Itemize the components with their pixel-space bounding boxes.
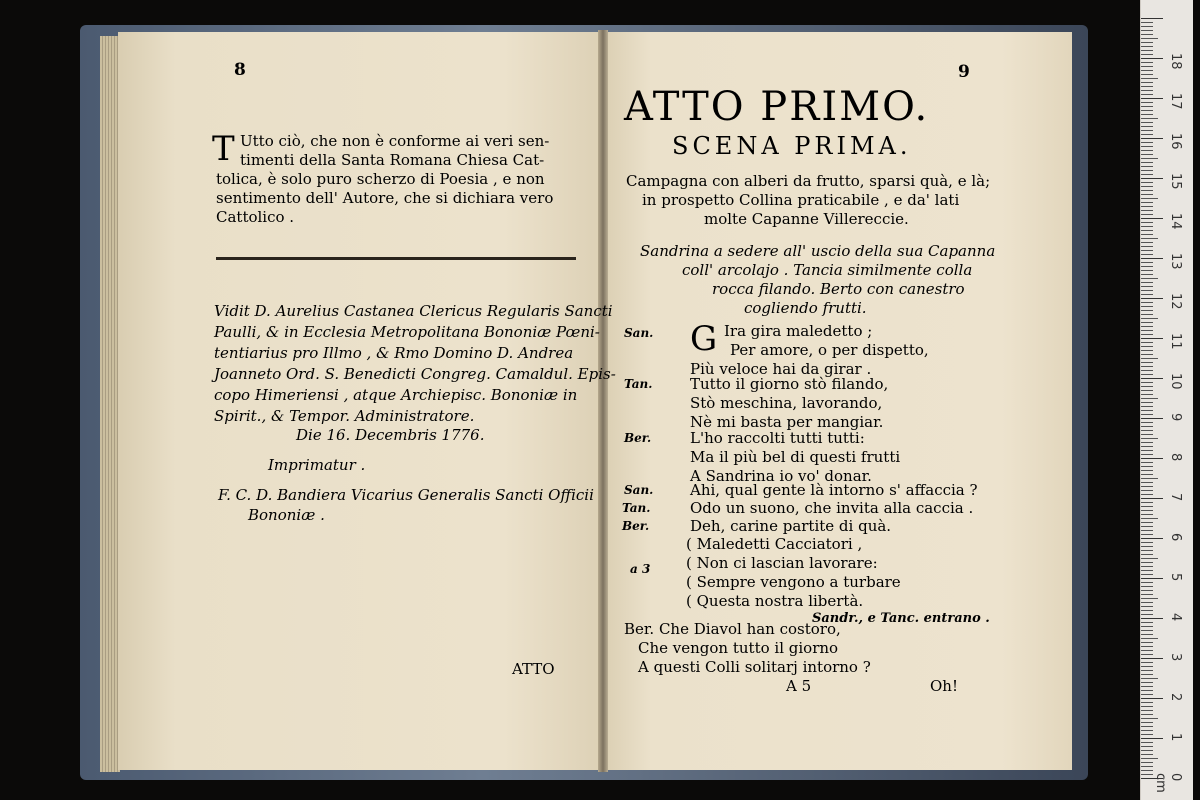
ruler-tick bbox=[1141, 474, 1153, 475]
ruler-tick bbox=[1141, 266, 1153, 267]
approval-line: Paulli, & in Ecclesia Metropolitana Bononiæ Pœni- bbox=[214, 323, 600, 341]
approval-line: Vidit D. Aurelius Castanea Clericus Regularis Sancti bbox=[214, 302, 613, 320]
ruler-tick bbox=[1141, 458, 1163, 459]
ruler-tick bbox=[1141, 606, 1153, 607]
ruler-tick bbox=[1141, 166, 1153, 167]
ruler-tick bbox=[1141, 418, 1163, 419]
verse-line: Tutto il giorno stò filando, bbox=[690, 375, 889, 393]
ruler-tick bbox=[1141, 714, 1153, 715]
ruler-tick bbox=[1141, 622, 1153, 623]
ruler-tick bbox=[1141, 218, 1163, 219]
page-number-right: 9 bbox=[958, 62, 970, 82]
ruler-tick bbox=[1141, 754, 1153, 755]
ruler-tick bbox=[1141, 486, 1153, 487]
ruler-tick bbox=[1141, 690, 1153, 691]
ruler-tick bbox=[1141, 214, 1153, 215]
berto-speech-line: Che vengon tutto il giorno bbox=[638, 639, 839, 657]
measuring-ruler bbox=[1140, 0, 1193, 800]
ruler-tick bbox=[1141, 94, 1153, 95]
ruler-tick bbox=[1141, 650, 1153, 651]
ruler-tick bbox=[1141, 138, 1163, 139]
ruler-tick bbox=[1141, 562, 1153, 563]
ruler-label: 1 bbox=[1168, 733, 1183, 742]
ruler-tick bbox=[1141, 102, 1153, 103]
chorus-line: ( Maledetti Cacciatori , bbox=[686, 535, 863, 553]
ruler-label: 13 bbox=[1168, 253, 1183, 270]
ruler-label: 4 bbox=[1168, 613, 1183, 622]
berto-speech-line: Ber. Che Diavol han costoro, bbox=[624, 620, 841, 638]
imprimatur-line: Imprimatur . bbox=[268, 456, 366, 474]
ruler-tick bbox=[1141, 490, 1153, 491]
ruler-tick bbox=[1141, 158, 1158, 159]
ruler-tick bbox=[1141, 626, 1153, 627]
ruler-tick bbox=[1141, 290, 1153, 291]
ruler-tick bbox=[1141, 506, 1153, 507]
ruler-tick bbox=[1141, 586, 1153, 587]
ruler-tick bbox=[1141, 610, 1153, 611]
ruler-tick bbox=[1141, 630, 1153, 631]
ruler-tick bbox=[1141, 58, 1163, 59]
ruler-tick bbox=[1141, 702, 1153, 703]
ruler-tick bbox=[1141, 70, 1153, 71]
verse-dropcap: G bbox=[690, 319, 718, 359]
ruler-tick bbox=[1141, 182, 1153, 183]
speaker-label: Tan. bbox=[624, 377, 653, 391]
ruler-tick bbox=[1141, 222, 1153, 223]
ruler-tick bbox=[1141, 758, 1158, 759]
ruler-tick bbox=[1141, 146, 1153, 147]
ruler-tick bbox=[1141, 286, 1153, 287]
ruler-tick bbox=[1141, 126, 1153, 127]
ruler-tick bbox=[1141, 434, 1153, 435]
ruler-tick bbox=[1141, 534, 1153, 535]
ruler-tick bbox=[1141, 678, 1158, 679]
ruler-label: 16 bbox=[1168, 133, 1183, 150]
ruler-tick bbox=[1141, 522, 1153, 523]
ruler-tick bbox=[1141, 106, 1153, 107]
ruler-tick bbox=[1141, 118, 1158, 119]
ruler-tick bbox=[1141, 322, 1153, 323]
speaker-label: Ber. bbox=[624, 431, 652, 445]
catchword-left: ATTO bbox=[512, 660, 555, 678]
ruler-tick bbox=[1141, 234, 1153, 235]
ruler-tick bbox=[1141, 698, 1163, 699]
ruler-tick bbox=[1141, 26, 1153, 27]
ruler-tick bbox=[1141, 378, 1163, 379]
stage-direction-line: cogliendo frutti. bbox=[744, 299, 867, 317]
ruler-label: 18 bbox=[1168, 53, 1183, 70]
ruler-tick bbox=[1141, 602, 1153, 603]
ruler-tick bbox=[1141, 162, 1153, 163]
ruler-tick bbox=[1141, 178, 1163, 179]
setting-line: molte Capanne Villereccie. bbox=[704, 210, 909, 228]
ruler-tick bbox=[1141, 478, 1158, 479]
ruler-tick bbox=[1141, 686, 1153, 687]
ruler-tick bbox=[1141, 730, 1153, 731]
ruler-tick bbox=[1141, 454, 1153, 455]
ruler-tick bbox=[1141, 310, 1153, 311]
verse-line: A Sandrina io vo' donar. bbox=[690, 467, 872, 485]
ruler-tick bbox=[1141, 78, 1158, 79]
approval-line: tentiarius pro Illmo , & Rmo Domino D. Andrea bbox=[214, 344, 574, 362]
ruler-tick bbox=[1141, 526, 1153, 527]
setting-line: in prospetto Collina praticabile , e da' lati bbox=[642, 191, 960, 209]
ruler-tick bbox=[1141, 422, 1153, 423]
ruler-tick bbox=[1141, 230, 1153, 231]
ruler-label: 14 bbox=[1168, 213, 1183, 230]
verse-line: Deh, carine partite di quà. bbox=[690, 517, 892, 535]
notice-line: tolica, è solo puro scherzo di Poesia , e non bbox=[216, 170, 545, 188]
verse-line: Stò meschina, lavorando, bbox=[690, 394, 883, 412]
ruler-tick bbox=[1141, 154, 1153, 155]
ruler-tick bbox=[1141, 42, 1153, 43]
verse-line: Ahi, qual gente là intorno s' affaccia ? bbox=[690, 481, 978, 499]
ruler-tick bbox=[1141, 122, 1153, 123]
ruler-label: 8 bbox=[1168, 453, 1183, 462]
ruler-tick bbox=[1141, 206, 1153, 207]
ruler-tick bbox=[1141, 270, 1153, 271]
ruler-label: 17 bbox=[1168, 93, 1183, 110]
ruler-tick bbox=[1141, 718, 1158, 719]
berto-speech-line: A questi Colli solitarj intorno ? bbox=[638, 658, 871, 676]
ruler-tick bbox=[1141, 226, 1153, 227]
ruler-tick bbox=[1141, 570, 1153, 571]
ruler-tick bbox=[1141, 750, 1153, 751]
scene-title: SCENA PRIMA. bbox=[672, 132, 912, 160]
ruler-tick bbox=[1141, 386, 1153, 387]
ruler-tick bbox=[1141, 326, 1153, 327]
ruler-tick bbox=[1141, 306, 1153, 307]
ruler-tick bbox=[1141, 250, 1153, 251]
ruler-tick bbox=[1141, 86, 1153, 87]
ruler-tick bbox=[1141, 90, 1153, 91]
verse-line: Per amore, o per dispetto, bbox=[730, 341, 929, 359]
ruler-label: 10 bbox=[1168, 373, 1183, 390]
ruler-tick bbox=[1141, 278, 1158, 279]
ruler-tick bbox=[1141, 498, 1163, 499]
speaker-label: San. bbox=[624, 483, 654, 497]
ruler-tick bbox=[1141, 298, 1163, 299]
ruler-tick bbox=[1141, 262, 1153, 263]
speaker-label: Ber. bbox=[622, 519, 650, 533]
approval-line: copo Himeriensi , atque Archiepisc. Bononiæ in bbox=[214, 386, 578, 404]
ruler-tick bbox=[1141, 578, 1163, 579]
ruler-tick bbox=[1141, 762, 1153, 763]
ruler-tick bbox=[1141, 334, 1153, 335]
ruler-tick bbox=[1141, 646, 1153, 647]
ruler-tick bbox=[1141, 38, 1158, 39]
ruler-tick bbox=[1141, 682, 1153, 683]
ruler-tick bbox=[1141, 614, 1153, 615]
ruler-tick bbox=[1141, 350, 1153, 351]
stage-direction-line: coll' arcolajo . Tancia similmente colla bbox=[682, 261, 973, 279]
approval-line: Joanneto Ord. S. Benedicti Congreg. Camaldul. Epis- bbox=[214, 365, 616, 383]
ruler-tick bbox=[1141, 254, 1153, 255]
stage-direction-line: Sandrina a sedere all' uscio della sua Capanna bbox=[640, 242, 996, 260]
ruler-tick bbox=[1141, 774, 1153, 775]
chorus-line: ( Non ci lascian lavorare: bbox=[686, 554, 878, 572]
ruler-tick bbox=[1141, 518, 1158, 519]
ruler-tick bbox=[1141, 34, 1153, 35]
ruler-tick bbox=[1141, 554, 1153, 555]
chorus-line: ( Sempre vengono a turbare bbox=[686, 573, 901, 591]
ruler-tick bbox=[1141, 258, 1163, 259]
verse-line: Nè mi basta per mangiar. bbox=[690, 413, 884, 431]
ruler-tick bbox=[1141, 318, 1158, 319]
ruler-tick bbox=[1141, 190, 1153, 191]
ruler-tick bbox=[1141, 414, 1153, 415]
ruler-label: 9 bbox=[1168, 413, 1183, 422]
verse-line: Ma il più bel di questi frutti bbox=[690, 448, 901, 466]
ruler-tick bbox=[1141, 98, 1163, 99]
ruler-tick bbox=[1141, 398, 1158, 399]
ruler-tick bbox=[1141, 194, 1153, 195]
ruler-tick bbox=[1141, 558, 1158, 559]
ruler-tick bbox=[1141, 242, 1153, 243]
ruler-label: 12 bbox=[1168, 293, 1183, 310]
ruler-tick bbox=[1141, 390, 1153, 391]
ruler-tick bbox=[1141, 722, 1153, 723]
divider-rule bbox=[216, 257, 576, 260]
verse-line: Più veloce hai da girar . bbox=[690, 360, 872, 378]
ruler-tick bbox=[1141, 642, 1153, 643]
ruler-tick bbox=[1141, 246, 1153, 247]
verse-line: Odo un suono, che invita alla caccia . bbox=[690, 499, 974, 517]
ruler-tick bbox=[1141, 574, 1153, 575]
ruler-tick bbox=[1141, 294, 1153, 295]
page-number-left: 8 bbox=[234, 60, 246, 80]
ruler-tick bbox=[1141, 598, 1158, 599]
ruler-tick bbox=[1141, 406, 1153, 407]
ruler-tick bbox=[1141, 638, 1158, 639]
ruler-tick bbox=[1141, 22, 1153, 23]
ruler-tick bbox=[1141, 634, 1153, 635]
ruler-tick bbox=[1141, 110, 1153, 111]
ruler-tick bbox=[1141, 470, 1153, 471]
ruler-tick bbox=[1141, 174, 1153, 175]
ruler-tick bbox=[1141, 198, 1158, 199]
ruler-tick bbox=[1141, 210, 1153, 211]
ruler-tick bbox=[1141, 466, 1153, 467]
chorus-line: ( Questa nostra libertà. bbox=[686, 592, 864, 610]
ruler-tick bbox=[1141, 426, 1153, 427]
stage-direction-line: rocca filando. Berto con canestro bbox=[712, 280, 965, 298]
ruler-tick bbox=[1141, 314, 1153, 315]
ruler-tick bbox=[1141, 374, 1153, 375]
ruler-tick bbox=[1141, 510, 1153, 511]
ruler-tick bbox=[1141, 346, 1153, 347]
ruler-tick bbox=[1141, 446, 1153, 447]
ruler-tick bbox=[1141, 362, 1153, 363]
ruler-label: 0 cm bbox=[1153, 773, 1183, 793]
ruler-label: 3 bbox=[1168, 653, 1183, 662]
ruler-tick bbox=[1141, 74, 1153, 75]
ruler-tick bbox=[1141, 274, 1153, 275]
ruler-tick bbox=[1141, 726, 1153, 727]
ruler-tick bbox=[1141, 82, 1153, 83]
ruler-tick bbox=[1141, 338, 1163, 339]
ruler-tick bbox=[1141, 382, 1153, 383]
ruler-tick bbox=[1141, 694, 1153, 695]
notice-line: Cattolico . bbox=[216, 208, 295, 226]
ruler-tick bbox=[1141, 62, 1153, 63]
ruler-tick bbox=[1141, 18, 1163, 19]
ruler-tick bbox=[1141, 502, 1153, 503]
notice-dropcap: T bbox=[212, 129, 235, 169]
ruler-tick bbox=[1141, 302, 1153, 303]
notice-line: Utto ciò, che non è conforme ai veri sen- bbox=[240, 132, 550, 150]
ruler-tick bbox=[1141, 450, 1153, 451]
ruler-tick bbox=[1141, 706, 1153, 707]
ruler-tick bbox=[1141, 402, 1153, 403]
ruler-tick bbox=[1141, 54, 1153, 55]
ruler-tick bbox=[1141, 542, 1153, 543]
ruler-tick bbox=[1141, 410, 1153, 411]
ruler-tick bbox=[1141, 662, 1153, 663]
ruler-tick bbox=[1141, 482, 1153, 483]
ruler-tick bbox=[1141, 538, 1163, 539]
notice-line: timenti della Santa Romana Chiesa Cat- bbox=[240, 151, 545, 169]
ruler-tick bbox=[1141, 590, 1153, 591]
ruler-label: 11 bbox=[1168, 333, 1183, 350]
ruler-tick bbox=[1141, 370, 1153, 371]
speaker-label: San. bbox=[624, 326, 654, 340]
ruler-tick bbox=[1141, 238, 1158, 239]
signature-line: Bononiæ . bbox=[248, 506, 325, 524]
verse-line: L'ho raccolti tutti tutti: bbox=[690, 429, 865, 447]
ruler-tick bbox=[1141, 170, 1153, 171]
ruler-tick bbox=[1141, 430, 1153, 431]
ruler-tick bbox=[1141, 358, 1158, 359]
catchword-right: Oh! bbox=[930, 677, 958, 695]
ruler-tick bbox=[1141, 674, 1153, 675]
ruler-tick bbox=[1141, 670, 1153, 671]
signature-mark: A 5 bbox=[786, 677, 812, 695]
ruler-tick bbox=[1141, 202, 1153, 203]
speaker-label: Tan. bbox=[622, 501, 651, 515]
ruler-tick bbox=[1141, 546, 1153, 547]
ruler-tick bbox=[1141, 150, 1153, 151]
verse-line: Ira gira maledetto ; bbox=[724, 322, 873, 340]
ruler-tick bbox=[1141, 66, 1153, 67]
ruler-tick bbox=[1141, 530, 1153, 531]
ruler-tick bbox=[1141, 766, 1153, 767]
ruler-tick bbox=[1141, 438, 1158, 439]
ruler-tick bbox=[1141, 710, 1153, 711]
ruler-label: 2 bbox=[1168, 693, 1183, 702]
book-gutter bbox=[598, 30, 608, 772]
notice-line: sentimento dell' Autore, che si dichiara vero bbox=[216, 189, 554, 207]
ruler-tick bbox=[1141, 50, 1153, 51]
ruler-tick bbox=[1141, 282, 1153, 283]
ruler-tick bbox=[1141, 494, 1153, 495]
ruler-tick bbox=[1141, 566, 1153, 567]
date-line: Die 16. Decembris 1776. bbox=[296, 426, 485, 444]
ruler-label: 15 bbox=[1168, 173, 1183, 190]
setting-line: Campagna con alberi da frutto, sparsi quà, e là; bbox=[626, 172, 991, 190]
page-edges bbox=[100, 36, 120, 772]
ruler-tick bbox=[1141, 342, 1153, 343]
ruler-tick bbox=[1141, 442, 1153, 443]
ruler-label: 6 bbox=[1168, 533, 1183, 542]
approval-line: Spirit., & Tempor. Administratore. bbox=[214, 407, 475, 425]
ruler-tick bbox=[1141, 514, 1153, 515]
ruler-tick bbox=[1141, 142, 1153, 143]
ruler-tick bbox=[1141, 734, 1153, 735]
ruler-tick bbox=[1141, 658, 1163, 659]
chorus-marker: a 3 bbox=[630, 562, 651, 576]
ruler-tick bbox=[1141, 30, 1153, 31]
ruler-tick bbox=[1141, 354, 1153, 355]
ruler-tick bbox=[1141, 594, 1153, 595]
ruler-tick bbox=[1141, 550, 1153, 551]
ruler-tick bbox=[1141, 770, 1153, 771]
signature-line: F. C. D. Bandiera Vicarius Generalis Sancti Officii bbox=[218, 486, 594, 504]
ruler-tick bbox=[1141, 666, 1153, 667]
ruler-tick bbox=[1141, 394, 1153, 395]
ruler-label: 5 bbox=[1168, 573, 1183, 582]
ruler-tick bbox=[1141, 134, 1153, 135]
ruler-tick bbox=[1141, 186, 1153, 187]
ruler-tick bbox=[1141, 742, 1153, 743]
act-title: ATTO PRIMO. bbox=[624, 84, 930, 130]
ruler-tick bbox=[1141, 618, 1163, 619]
ruler-label: 7 bbox=[1168, 493, 1183, 502]
ruler-tick bbox=[1141, 114, 1153, 115]
ruler-tick bbox=[1141, 330, 1153, 331]
exit-direction: Sandr., e Tanc. entrano . bbox=[812, 611, 990, 626]
ruler-tick bbox=[1141, 130, 1153, 131]
ruler-tick bbox=[1141, 46, 1153, 47]
ruler-tick bbox=[1141, 462, 1153, 463]
ruler-tick bbox=[1141, 654, 1153, 655]
ruler-tick bbox=[1141, 582, 1153, 583]
ruler-tick bbox=[1141, 738, 1163, 739]
ruler-tick bbox=[1141, 746, 1153, 747]
ruler-tick bbox=[1141, 366, 1153, 367]
